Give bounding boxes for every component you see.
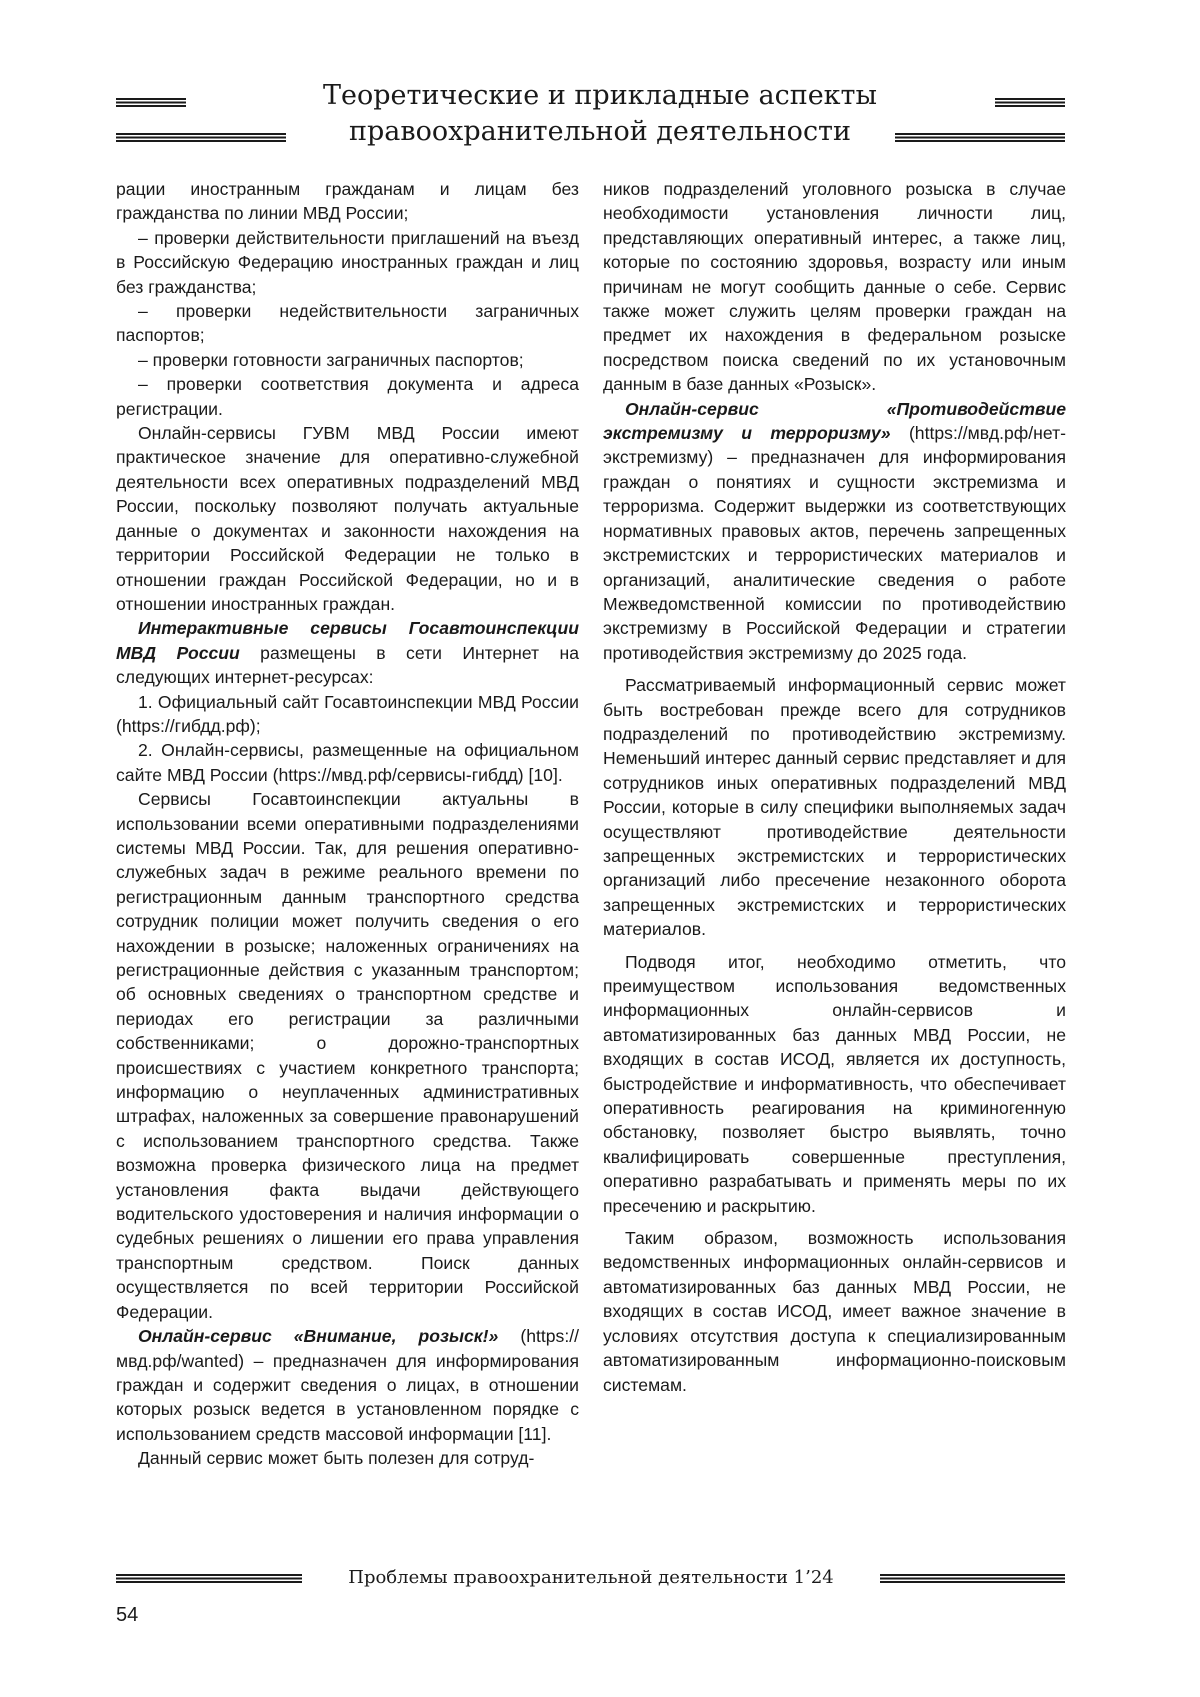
left-list-item: 1. Официальный сайт Госавтоинспекции МВД России (https://гибдд.рф); [116, 691, 579, 736]
right-paragraph: ников подразделений уголовного розыска в случае необходимости установления личности лиц, представляющих оперативный интерес, а также лиц, которые по состоянию здоровья, возрасту или иным причинам не могут сообщить данные о себе. Сервис также может служить целям проверки граждан на предмет их нахождения в федеральном розыске посредством поиска сведений по их установочным данным в базе данных «Розыск». [603, 179, 1066, 395]
footer-rule-left [116, 1574, 302, 1583]
left-paragraph: Сервисы Госавтоинспекции актуальны в использовании всеми оперативными подразделениями системы МВД России. Так, для решения оперативно-служебных задач в режиме реального времени по регистрационным данным транспортного средства сотрудник полиции может получить сведения о его нахождении в розыске; наложенных ограничениях на регистрационные действия с указанным транспортом; об основных сведениях о транспортном средстве и периодах его регистрации за различными собственниками; о дорожно-транспортных происшествиях с участием конкретного транспорта; информацию о неуплаченных административных штрафах, наложенных за совершение правонарушений с использованием транспортного средства. Также возможна проверка физического лица на предмет установления факта выдачи действующего водительского удостоверения и наличия информации о судебных решениях о лишении его права управления транспортным средством. Поиск данных осуществляется по всей территории Российской Федерации. [116, 789, 579, 1322]
emphasis-term: Онлайн-сервис «Внимание, розыск!» [138, 1326, 499, 1347]
header-title-line2: правоохранительной деятельности [349, 116, 851, 147]
page-number: 54 [116, 1604, 139, 1626]
left-paragraph: рации иностранным гражданам и лицам без гражданства по линии МВД России; [116, 179, 579, 224]
left-paragraph: Онлайн-сервисы ГУВМ МВД России имеют практическое значение для оперативно-служебной деятельности всех оперативных подразделений МВД России, поскольку позволяют получать актуальные данные о документах и законности нахождения на территории Российской Федерации не только в отношении граждан Российской Федерации, но и в отношении иностранных граждан. [116, 423, 579, 614]
left-list-item: – проверки недействительности заграничных паспортов; [116, 301, 579, 346]
paragraph-text: (https://мвд.рф/wanted) – предназначен для информирования граждан и содержит сведения о лицах, в отношении которых розыск ведется в установленном порядке с использованием средств массовой информации [11]. [116, 1326, 580, 1444]
paragraph-text: размещены в сети Интернет на следующих интернет-ресурсах: [116, 642, 579, 688]
left-list-item: 2. Онлайн-сервисы, размещенные на официальном сайте МВД России (https://мвд.рф/сервисы-гибдд) [10]. [116, 740, 579, 785]
running-header [0, 78, 1200, 156]
right-paragraph: Таким образом, возможность использования ведомственных информационных онлайн-сервисов и автоматизированных баз данных МВД России, не входящих в состав ИСОД, имеет важное значение в условиях отсутствия доступа к специализированным автоматизированным информационно-поисковым системам. [603, 1228, 1066, 1395]
right-column [603, 177, 1066, 1397]
right-paragraph: Рассматриваемый информационный сервис может быть востребован прежде всего для сотрудников подразделений по противодействию экстремизму. Неменьший интерес данный сервис представляет и для сотрудников иных оперативных подразделений МВД России, которые в силу специфики выполняемых задач осуществляют противодействие деятельности запрещенных экстремистских и террористических организаций либо пресечение незаконного оборота запрещенных экстремистских и террористических материалов. [603, 675, 1066, 940]
left-paragraph [116, 1324, 579, 1446]
left-column [116, 177, 579, 1471]
header-title [0, 78, 1200, 150]
emphasis-term: Онлайн-сервис «Противодействие экстремизму и терроризму» [603, 398, 1066, 444]
left-list-item: – проверки соответствия документа и адреса регистрации. [116, 374, 579, 419]
left-list-item: – проверки готовности заграничных паспортов; [138, 349, 524, 370]
journal-title: Проблемы правоохранительной деятельности 1’24 [348, 1567, 834, 1588]
left-paragraph [116, 616, 579, 689]
left-paragraph: Данный сервис может быть полезен для сотруд- [138, 1448, 535, 1469]
left-list-item: – проверки действительности приглашений на въезд в Российскую Федерацию иностранных граждан и лиц без гражданства; [116, 227, 579, 297]
paragraph-text: (https://мвд.рф/нет-экстремизму) – предназначен для информирования граждан о понятиях и сущности экстремизма и терроризма. Содержит выдержки из соответствующих нормативных правовых актов, перечень запрещенных экстремистских и террористических материалов и организаций, аналитические сведения о работе Межведомственной комиссии по противодействию экстремизму в Российской Федерации и стратегии противодействия экстремизму до 2025 года. [603, 423, 1066, 663]
right-paragraph [603, 397, 1066, 665]
header-title-line1: Теоретические и прикладные аспекты [323, 80, 877, 111]
running-footer [0, 1566, 1200, 1590]
right-paragraph: Подводя итог, необходимо отметить, что преимуществом использования ведомственных информационных онлайн-сервисов и автоматизированных баз данных МВД России, не входящих в состав ИСОД, является их доступность, быстродействие и информативность, что обеспечивает оперативность реагирования на криминогенную обстановку, позволяет быстро выявлять, точно квалифицировать совершенные преступления, оперативно разрабатывать и применять меры по их пресечению и раскрытию. [603, 951, 1066, 1216]
footer-rule-right [880, 1574, 1065, 1583]
emphasis-term: Интерактивные сервисы Госавтоинспекции МВД России [116, 618, 579, 663]
